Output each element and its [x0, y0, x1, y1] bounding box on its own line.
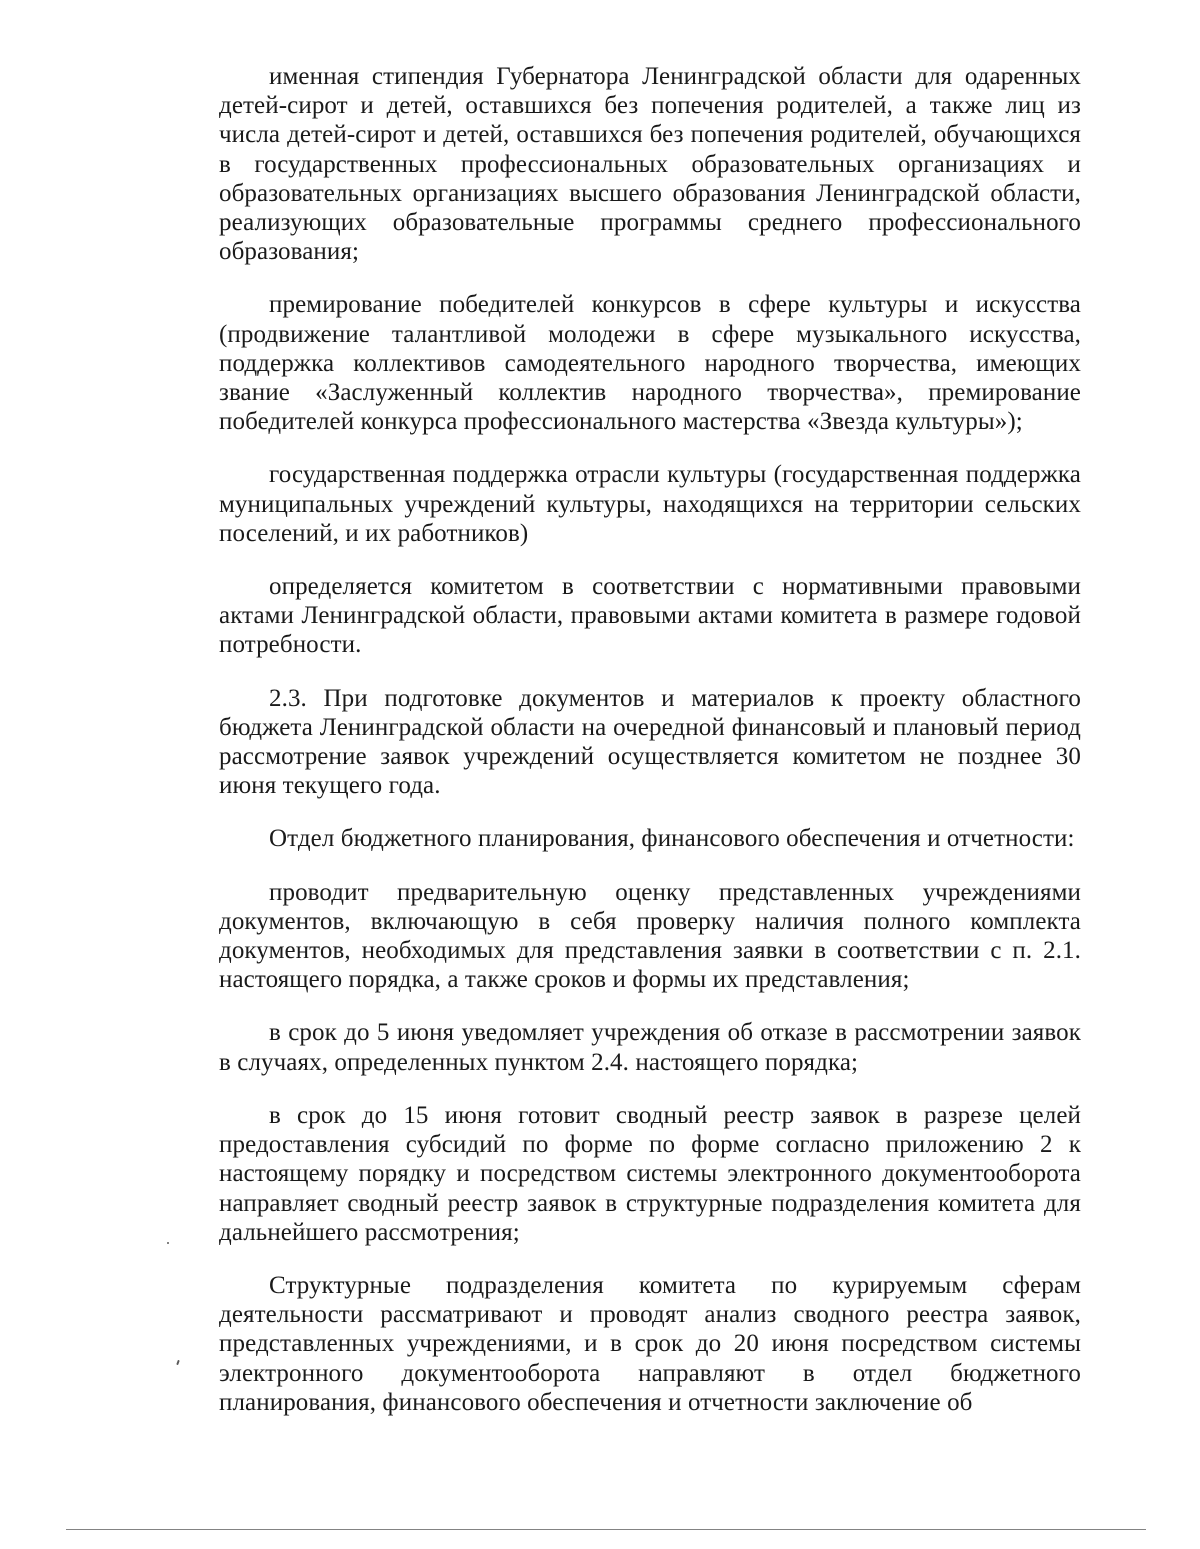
paragraph-contest-awards: премирование победителей конкурсов в сфере культуры и искусства (продвижение талантливой молодежи в сфере музыкального искусства, поддержка коллективов самодеятельного народного творчества, имеющих звание «Заслуженный коллектив народного творчества», премирование победителей конкурса профессионального мастерства «Звезда культуры»);	[219, 291, 1081, 436]
paragraph-budget-department: Отдел бюджетного планирования, финансового обеспечения и отчетности:	[269, 825, 1075, 853]
paragraph-scholarship: именная стипендия Губернатора Ленинградской области для одаренных детей-сирот и детей, оставшихся без попечения родителей, а также лиц из числа детей-сирот и детей, оставшихся без попечения родителей, обучающихся в государственных профессиональных образовательных организациях и образовательных организациях высшего образования Ленинградской области, реализующих образовательные программы среднего профессионального образования;	[219, 63, 1081, 266]
paragraph-culture-support: государственная поддержка отрасли культуры (государственная поддержка муниципальных учреждений культуры, находящихся на территории сельских поселений, и их работников)	[219, 461, 1081, 547]
page-bottom-scan-line	[66, 1529, 1146, 1530]
paragraph-refusal-notice: в срок до 5 июня уведомляет учреждения об отказе в рассмотрении заявок в случаях, определенных пунктом 2.4. настоящего порядка;	[219, 1019, 1081, 1076]
paragraph-preliminary-assessment: проводит предварительную оценку представленных учреждениями документов, включающую в себя проверку наличия полного комплекта документов, необходимых для представления заявки в соответствии с п. 2.1. настоящего порядка, а также сроков и формы их представления;	[219, 878, 1081, 994]
scan-artifact-speck	[176, 1360, 180, 1365]
scan-artifact-speck	[167, 1242, 169, 1244]
paragraph-clause-2-3: 2.3. При подготовке документов и материалов к проекту областного бюджета Ленинградской области на очередной финансовый и плановый период рассмотрение заявок учреждений осуществляется комитетом не позднее 30 июня текущего года.	[219, 684, 1081, 800]
paragraph-structural-divisions: Структурные подразделения комитета по курируемым сферам деятельности рассматривают и проводят анализ сводного реестра заявок, представленных учреждениями, и в срок до 20 июня посредством системы электронного документооборота направляют в отдел бюджетного планирования, финансового обеспечения и отчетности заключение об	[219, 1271, 1081, 1416]
paragraph-determined-by-committee: определяется комитетом в соответствии с нормативными правовыми актами Ленинградской области, правовыми актами комитета в размере годовой потребности.	[219, 573, 1081, 659]
document-body	[219, 62, 1081, 1417]
paragraph-consolidated-register: в срок до 15 июня готовит сводный реестр заявок в разрезе целей предоставления субсидий по форме по форме согласно приложению 2 к настоящему порядку и посредством системы электронного документооборота направляет сводный реестр заявок в структурные подразделения комитета для дальнейшего рассмотрения;	[219, 1101, 1081, 1246]
